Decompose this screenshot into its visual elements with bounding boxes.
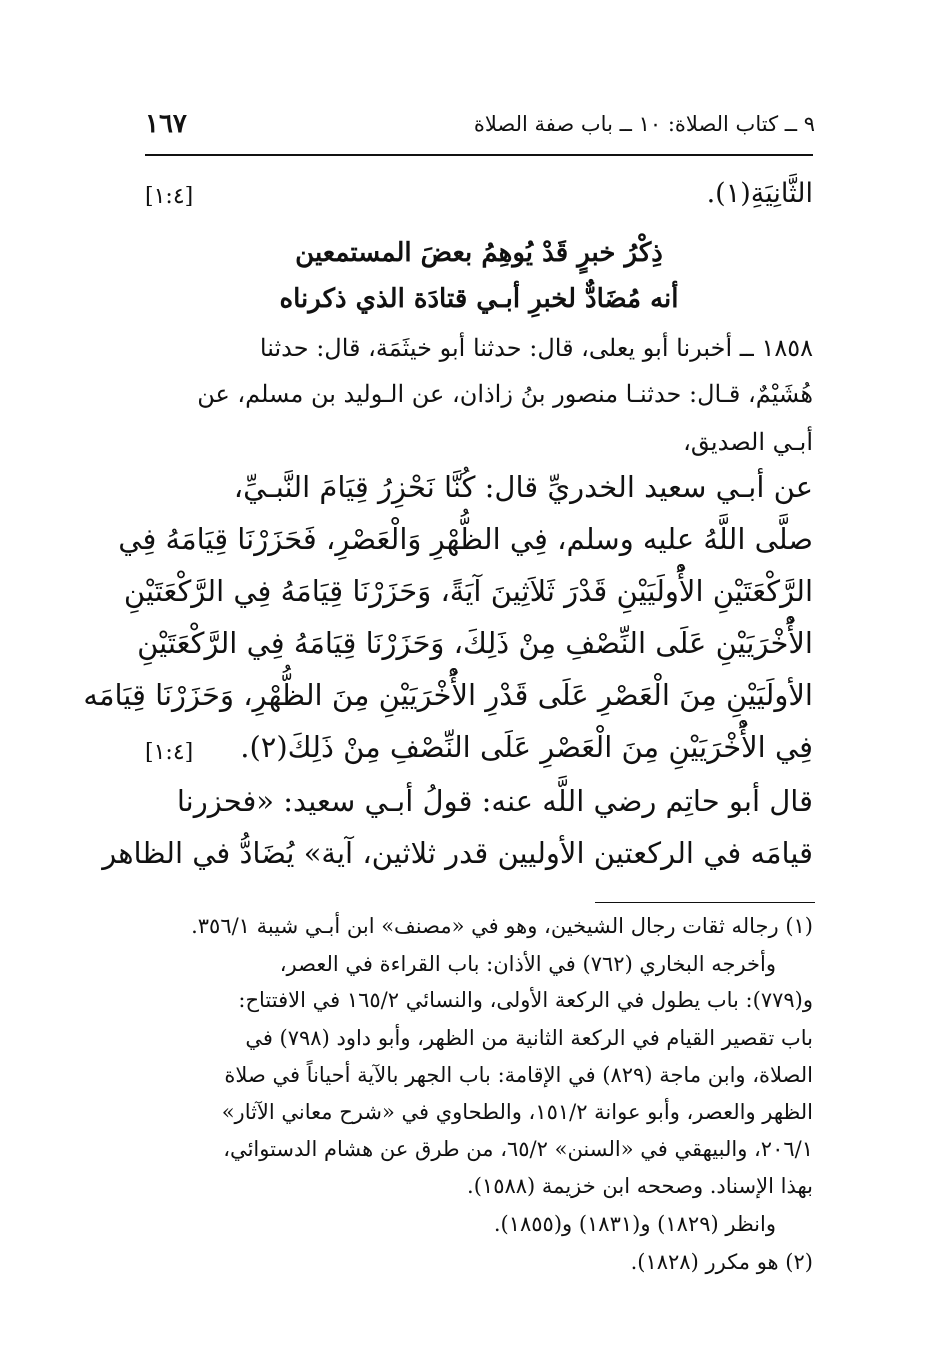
- matn-line: الأولَيَيْنِ مِنَ الْعَصْرِ عَلَى قَدْرِ الأُْخْرَيَيْنِ مِنَ الظُّهْرِ، وَحَزَرْنَا قِيَامَه: [83, 678, 813, 712]
- footnote-line: (٢) هو مكرر (١٨٢٨).: [630, 1250, 813, 1274]
- footnote-line: بهذا الإسناد. وصححه ابن خزيمة (١٥٨٨).: [467, 1174, 813, 1198]
- header-rule: [145, 154, 813, 156]
- matn-line: الرَّكْعَتَيْنِ الأُْولَيَيْنِ قَدْرَ ثَلاَثِينَ آيَةً، وَحَزَرْنَا قِيَامَهُ فِي الرَّكْعَتَيْنِ: [123, 574, 813, 608]
- page-number: ١٦٧: [145, 109, 187, 139]
- running-title: ٩ ــ كتاب الصلاة: ١٠ ــ باب صفة الصلاة: [473, 112, 815, 136]
- matn-line: الأُْخْرَيَيْنِ عَلَى النِّصْفِ مِنْ ذَلِكَ، وَحَزَرْنَا قِيَامَهُ فِي الرَّكْعَتَيْنِ: [137, 626, 813, 660]
- matn-line: صلَّى اللَّهُ عليه وسلم، فِي الظُّهْرِ وَالْعَصْرِ، فَحَزَرْنَا قِيَامَهُ فِي: [118, 522, 813, 556]
- footnote-line: و(٧٧٩): باب يطول في الركعة الأولى، والنسائي ١٦٥/٢ في الافتتاح:: [238, 988, 813, 1012]
- page-header: [145, 109, 815, 148]
- footnote-line: الظهر والعصر، وأبو عوانة ١٥١/٢، والطحاوي في «شرح معاني الآثار»: [221, 1100, 813, 1124]
- section-heading-line-2: أنه مُضَادٌّ لخبرِ أبـي قتادَة الذي ذكرناه: [279, 284, 679, 314]
- reference-bracket: [١:٤]: [145, 184, 194, 209]
- footnote-line: (١) رجاله ثقات رجال الشيخين، وهو في «مصنف» ابن أبـي شيبة ٣٥٦/١.: [191, 914, 813, 938]
- commentary-line: قال أبو حاتِم رضي اللَّه عنه: قولُ أبـي سعيد: «فحزرنا: [176, 784, 813, 818]
- isnad-line: هُشَيْمٌ، قـال: حدثنـا منصور بنُ زاذان، عن الـوليد بن مسلم، عن: [197, 380, 813, 408]
- section-heading-line-1: ذِكْرُ خبرٍ قَدْ يُوهِمُ بعضَ المستمعين: [295, 238, 663, 268]
- footnote-line: ٢٠٦/١، والبيهقي في «السنن» ٦٥/٢، من طرق عن هشام الدستوائي،: [223, 1137, 813, 1161]
- footnote-separator: [595, 902, 815, 903]
- footnote-line: الصلاة، وابن ماجة (٨٢٩) في الإقامة: باب الجهر بالآية أحياناً في صلاة: [224, 1063, 813, 1087]
- continued-text-line: الثَّانِيَةِ(١).: [706, 178, 813, 209]
- footnote-line: باب تقصير القيام في الركعة الثانية من الظهر، وأبو داود (٧٩٨) في: [245, 1026, 813, 1050]
- isnad-line: ١٨٥٨ ــ أخبرنا أبو يعلى، قال: حدثنا أبو خيثَمَة، قال: حدثنا: [259, 334, 813, 362]
- reference-bracket: [١:٤]: [145, 740, 194, 765]
- isnad-line: أبـي الصديق،: [683, 428, 813, 456]
- footnote-line: وانظر (١٨٢٩) و(١٨٣١) و(١٨٥٥).: [493, 1212, 776, 1236]
- footnote-line: وأخرجه البخاري (٧٦٢) في الأذان: باب القراءة في العصر،: [279, 952, 776, 976]
- matn-line: عن أبـي سعيد الخدريِّ قال: كُنَّا نَحْزِرُ قِيَامَ النَّبـيِّ،: [233, 470, 813, 504]
- matn-line: فِي الأُْخْرَيَيْنِ مِنَ الْعَصْرِ عَلَى النِّصْفِ مِنْ ذَلِكَ(٢).: [240, 730, 813, 764]
- commentary-line: قيامَه في الركعتين الأوليين قدر ثلاثين، آية» يُضَادُّ في الظاهر: [102, 836, 813, 870]
